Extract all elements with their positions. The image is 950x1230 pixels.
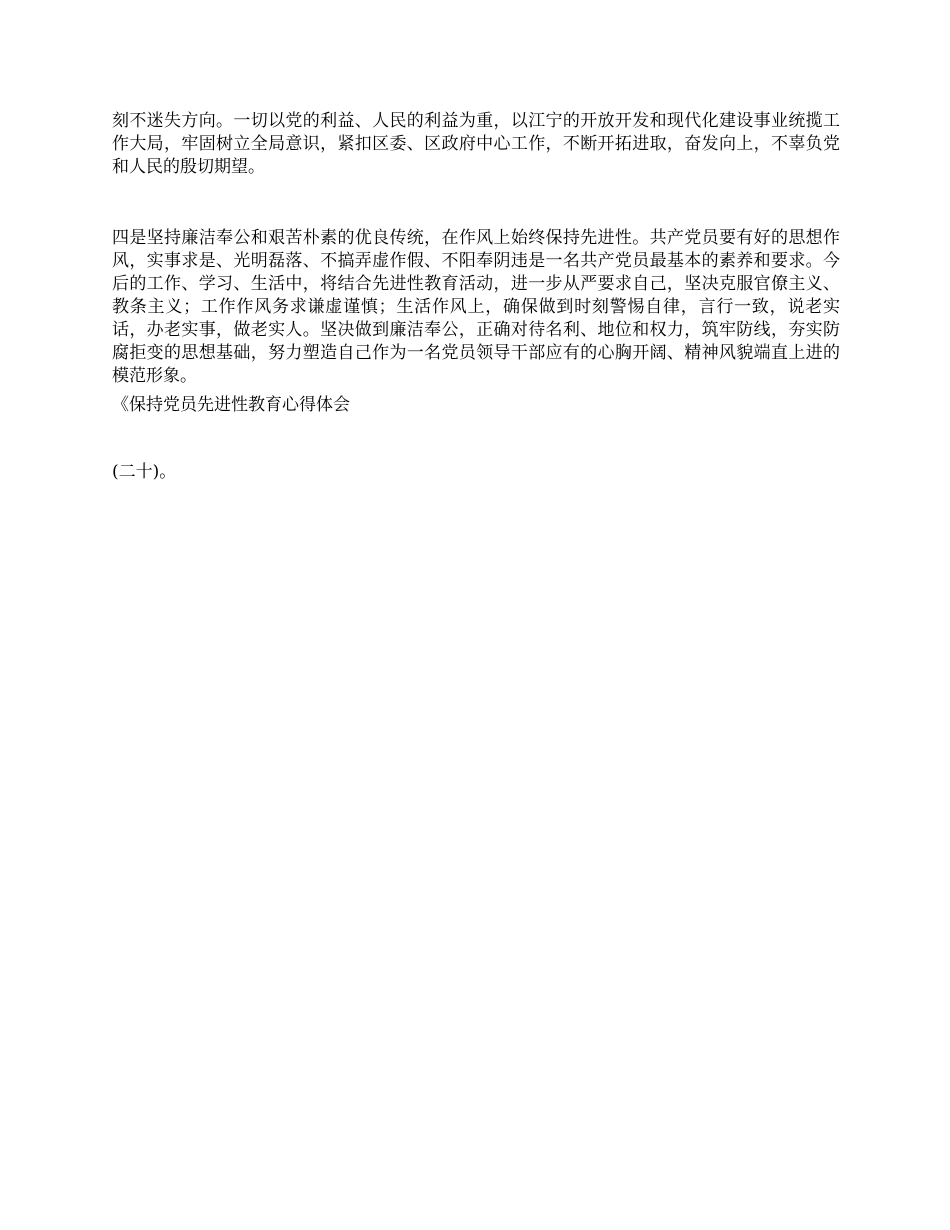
document-page (112, 110, 840, 484)
document-title-line: 《保持党员先进性教育心得体会 (112, 395, 350, 415)
paragraph-point-four: 四是坚持廉洁奉公和艰苦朴素的优良传统，在作风上始终保持先进性。共产党员要有好的思想作风，实事求是、光明磊落、不搞弄虚作假、不阳奉阴违是一名共产党员最基本的素养和要求。今后的工作、学习、生活中，将结合先进性教育活动，进一步从严要求自己，坚决克服官僚主义、教条主义；工作作风务求谦虚谨慎；生活作风上，确保做到时刻警惕自律，言行一致，说老实话，办老实事，做老实人。坚决做到廉洁奉公，正确对待名利、地位和权力，筑牢防线，夯实防腐拒变的思想基础，努力塑造自己作为一名党员领导干部应有的心胸开阔、精神风貌端直上进的模范形象。 (112, 228, 840, 386)
paragraph-continuation: 刻不迷失方向。一切以党的利益、人民的利益为重，以江宁的开放开发和现代化建设事业统揽工作大局，牢固树立全局意识，紧扣区委、区政府中心工作，不断开拓进取，奋发向上，不辜负党和人民的殷切期望。 (112, 111, 840, 177)
document-number-line: (二十)。 (112, 462, 177, 482)
